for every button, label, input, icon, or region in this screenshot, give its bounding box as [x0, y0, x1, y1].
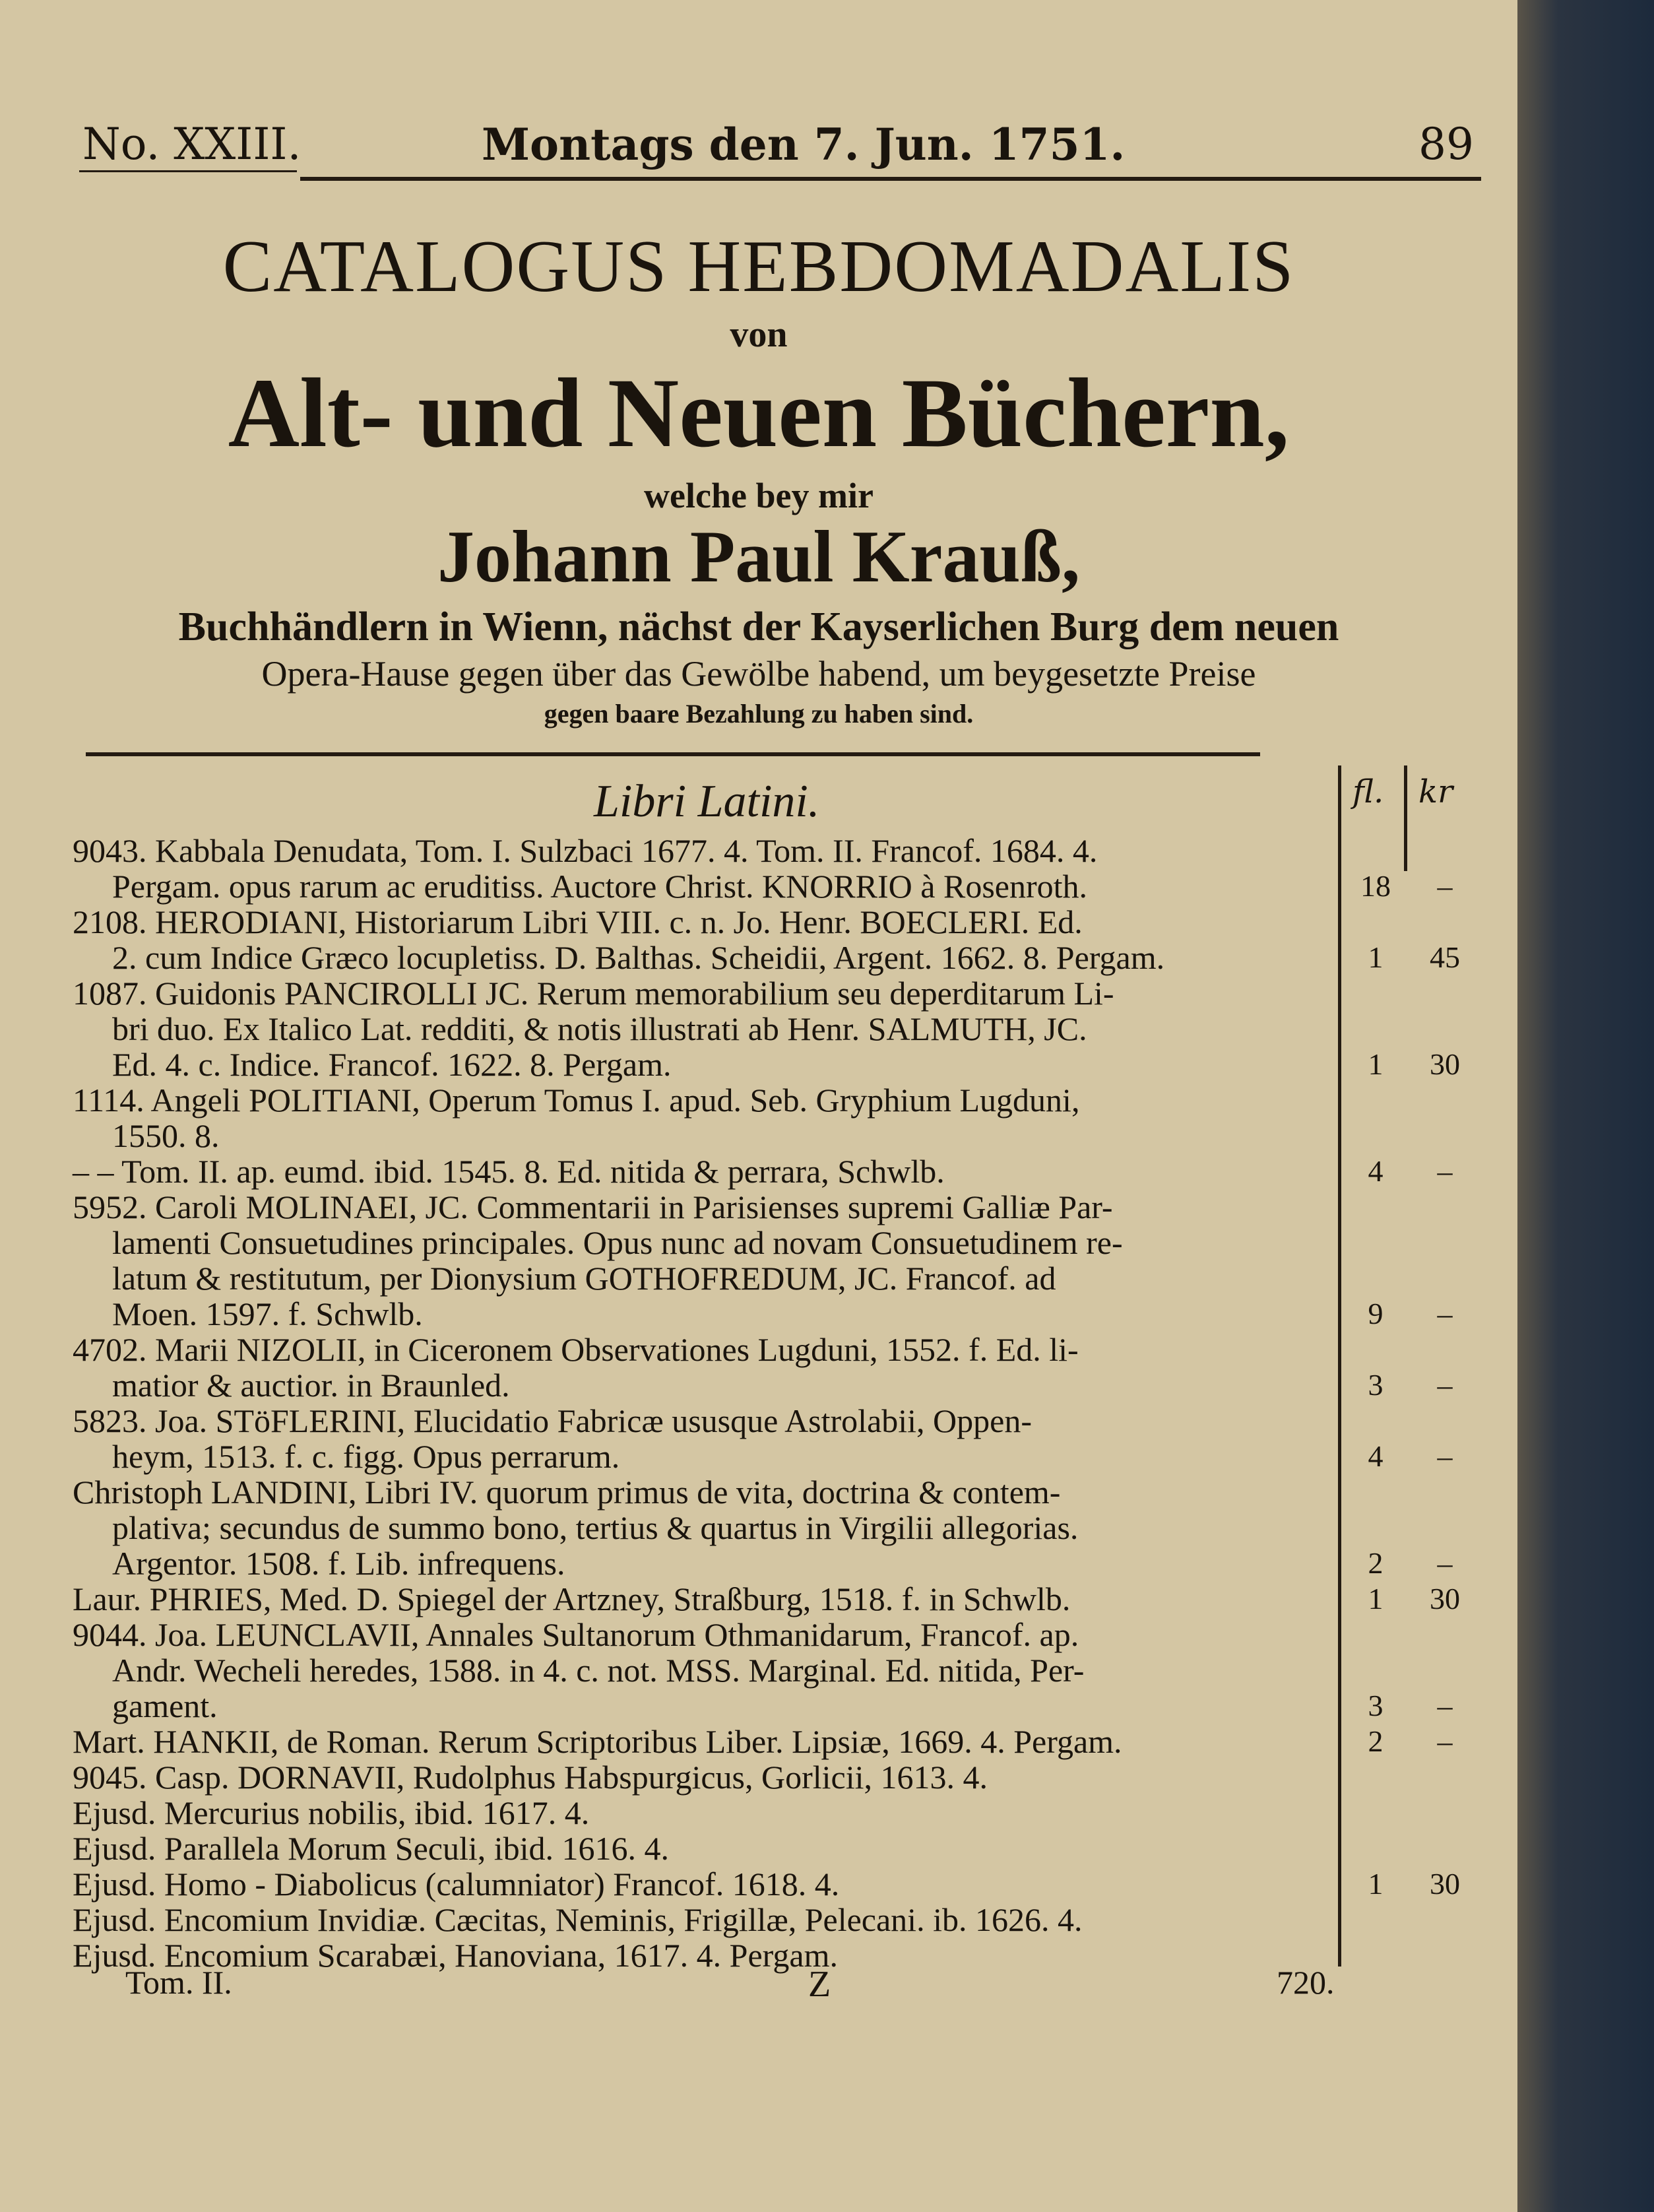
price-florin: 2 [1368, 1724, 1384, 1758]
price-kreuzer: 30 [1430, 1047, 1460, 1081]
catalogue-entry [73, 1759, 1339, 1795]
entry-line: – – Tom. II. ap. eumd. ibid. 1545. 8. Ed. nitida & perrara, Schwlb. [73, 1153, 945, 1190]
footer-volume: Tom. II. [125, 1964, 232, 2001]
entry-line: 5823. Joa. STöFLERINI, Elucidatio Fabricæ ususque Astrolabii, Oppen- [73, 1402, 1033, 1439]
entry-line: 9044. Joa. LEUNCLAVII, Annales Sultanorum Othmanidarum, Francof. ap. [73, 1616, 1079, 1653]
catalogue-entry [73, 1403, 1339, 1474]
entry-line: Argentor. 1508. f. Lib. infrequens. [112, 1545, 565, 1582]
entry-line: Andr. Wecheli heredes, 1588. in 4. c. not. MSS. Marginal. Ed. nitida, Per- [112, 1652, 1085, 1689]
entry-line: latum & restitutum, per Dionysium GOTHOFREDUM, JC. Francof. ad [112, 1260, 1056, 1297]
entry-line: heym, 1513. f. c. figg. Opus perrarum. [112, 1438, 620, 1475]
entry-line: 1114. Angeli POLITIANI, Operum Tomus I. apud. Seb. Gryphium Lugduni, [73, 1082, 1080, 1119]
title-address: Buchhändlern in Wienn, nächst der Kayserlichen Burg dem neuen [178, 604, 1339, 649]
page-edge [1517, 0, 1654, 2212]
catalogue-entry [73, 1082, 1339, 1154]
entry-line: matior & auctior. in Braunled. [112, 1367, 510, 1404]
footer-signature: Z [808, 1964, 831, 2005]
catalogue-entry [73, 1937, 1339, 1973]
entry-line: plativa; secundus de summo bono, tertius & quartus in Virgilii allegorias. [112, 1509, 1079, 1546]
entry-line: Ejusd. Encomium Invidiæ. Cæcitas, Neminis, Frigillæ, Pelecani. ib. 1626. 4. [73, 1901, 1083, 1938]
header-rule-left [79, 170, 297, 172]
price-florin: 2 [1368, 1546, 1384, 1580]
entry-line: 2. cum Indice Græco locupletiss. D. Balthas. Scheidii, Argent. 1662. 8. Pergam. [112, 939, 1165, 976]
catalogue-entry [73, 1189, 1339, 1332]
entry-line: 1550. 8. [112, 1117, 220, 1154]
title-buechern: Alt- und Neuen Büchern, [228, 358, 1290, 468]
price-kreuzer: – [1437, 1368, 1453, 1402]
entry-line: 1087. Guidonis PANCIROLLI JC. Rerum memorabilium seu deperditarum Li- [73, 975, 1114, 1012]
title-von: von [730, 314, 788, 355]
entry-line: Ejusd. Mercurius nobilis, ibid. 1617. 4. [73, 1794, 590, 1831]
column-head-kr: kr [1418, 773, 1453, 810]
footer-catchword: 720. [1277, 1964, 1335, 2001]
price-kreuzer: – [1437, 1154, 1453, 1188]
column-rule-mid [1404, 765, 1407, 871]
entry-line: Ed. 4. c. Indice. Francof. 1622. 8. Pergam. [112, 1046, 672, 1083]
entry-line: 2108. HERODIANI, Historiarum Libri VIII. c. n. Jo. Henr. BOECLERI. Ed. [73, 903, 1083, 940]
entry-line: 9043. Kabbala Denudata, Tom. I. Sulzbaci 1677. 4. Tom. II. Francof. 1684. 4. [73, 832, 1098, 869]
price-florin: 18 [1360, 869, 1391, 903]
catalogue-entry [73, 1724, 1339, 1759]
price-kreuzer: 30 [1430, 1582, 1460, 1615]
entry-line: Pergam. opus rarum ac eruditiss. Auctore Christ. KNORRIO à Rosenroth. [112, 868, 1088, 905]
price-kreuzer: – [1437, 1724, 1453, 1758]
entry-line: Ejusd. Homo - Diabolicus (calumniator) Francof. 1618. 4. [73, 1866, 840, 1903]
price-florin: 3 [1368, 1368, 1384, 1402]
catalogue-entry [73, 1154, 1339, 1189]
section-heading: Libri Latini. [594, 776, 820, 827]
price-kreuzer: – [1437, 1297, 1453, 1330]
entry-line: Ejusd. Parallela Morum Seculi, ibid. 1616. 4. [73, 1830, 670, 1867]
price-kreuzer: 30 [1430, 1867, 1460, 1901]
column-head-fl: fl. [1352, 773, 1384, 810]
catalogue-entry [73, 1795, 1339, 1831]
price-florin: 1 [1368, 940, 1384, 974]
catalogue-entry [73, 1332, 1339, 1403]
title-rule [86, 752, 1260, 756]
catalogue-entry [73, 1831, 1339, 1866]
price-florin: 1 [1368, 1047, 1384, 1081]
catalogue-entry [73, 904, 1339, 975]
entry-line: Mart. HANKII, de Roman. Rerum Scriptoribus Liber. Lipsiæ, 1669. 4. Pergam. [73, 1723, 1122, 1760]
price-kreuzer: – [1437, 1689, 1453, 1722]
entry-line: 4702. Marii NIZOLII, in Ciceronem Observationes Lugduni, 1552. f. Ed. li- [73, 1331, 1079, 1368]
price-florin: 4 [1368, 1439, 1384, 1473]
title-welche: welche bey mir [644, 476, 874, 515]
entry-line: bri duo. Ex Italico Lat. redditi, & notis illustrati ab Henr. SALMUTH, JC. [112, 1010, 1087, 1047]
catalogue-entry [73, 1617, 1339, 1724]
price-florin: 9 [1368, 1297, 1384, 1330]
price-kreuzer: – [1437, 1546, 1453, 1580]
catalogue-entry [73, 1902, 1339, 1937]
title-catalogus: CATALOGUS HEBDOMADALIS [222, 226, 1295, 308]
entry-line: gament. [112, 1687, 218, 1724]
entry-line: lamenti Consuetudines principales. Opus nunc ad novam Consuetudinem re- [112, 1224, 1123, 1261]
entry-line: Laur. PHRIES, Med. D. Spiegel der Artzney, Straßburg, 1518. f. in Schwlb. [73, 1580, 1071, 1617]
price-kreuzer: – [1437, 1439, 1453, 1473]
title-location: Opera-Hause gegen über das Gewölbe habend, um beygesetzte Preise [261, 654, 1256, 694]
catalogue-entry [73, 1581, 1339, 1617]
page-number: 89 [1418, 119, 1474, 170]
title-payment: gegen baare Bezahlung zu haben sind. [544, 699, 974, 729]
title-publisher: Johann Paul Krauß, [437, 516, 1081, 598]
price-florin: 1 [1368, 1867, 1384, 1901]
price-kreuzer: 45 [1430, 940, 1460, 974]
header-rule [300, 177, 1481, 181]
price-florin: 3 [1368, 1689, 1384, 1722]
entry-line: 5952. Caroli MOLINAEI, JC. Commentarii in Parisienses supremi Galliæ Par- [73, 1188, 1113, 1225]
entry-line: Moen. 1597. f. Schwlb. [112, 1295, 423, 1332]
price-florin: 4 [1368, 1154, 1384, 1188]
price-florin: 1 [1368, 1582, 1384, 1615]
entry-line: Ejusd. Encomium Scarabæi, Hanoviana, 1617. 4. Pergam. [73, 1937, 838, 1974]
catalogue-entry [73, 833, 1339, 904]
catalogue-entry [73, 1866, 1339, 1902]
catalogue-entry [73, 975, 1339, 1082]
catalogue-entry [73, 1474, 1339, 1581]
entry-line: 9045. Casp. DORNAVII, Rudolphus Habspurgicus, Gorlicii, 1613. 4. [73, 1759, 988, 1796]
entry-line: Christoph LANDINI, Libri IV. quorum primus de vita, doctrina & contem- [73, 1474, 1061, 1511]
issue-date: Montags den 7. Jun. 1751. [482, 119, 1126, 170]
issue-number: No. XXIII. [82, 119, 302, 170]
price-kreuzer: – [1437, 869, 1453, 903]
